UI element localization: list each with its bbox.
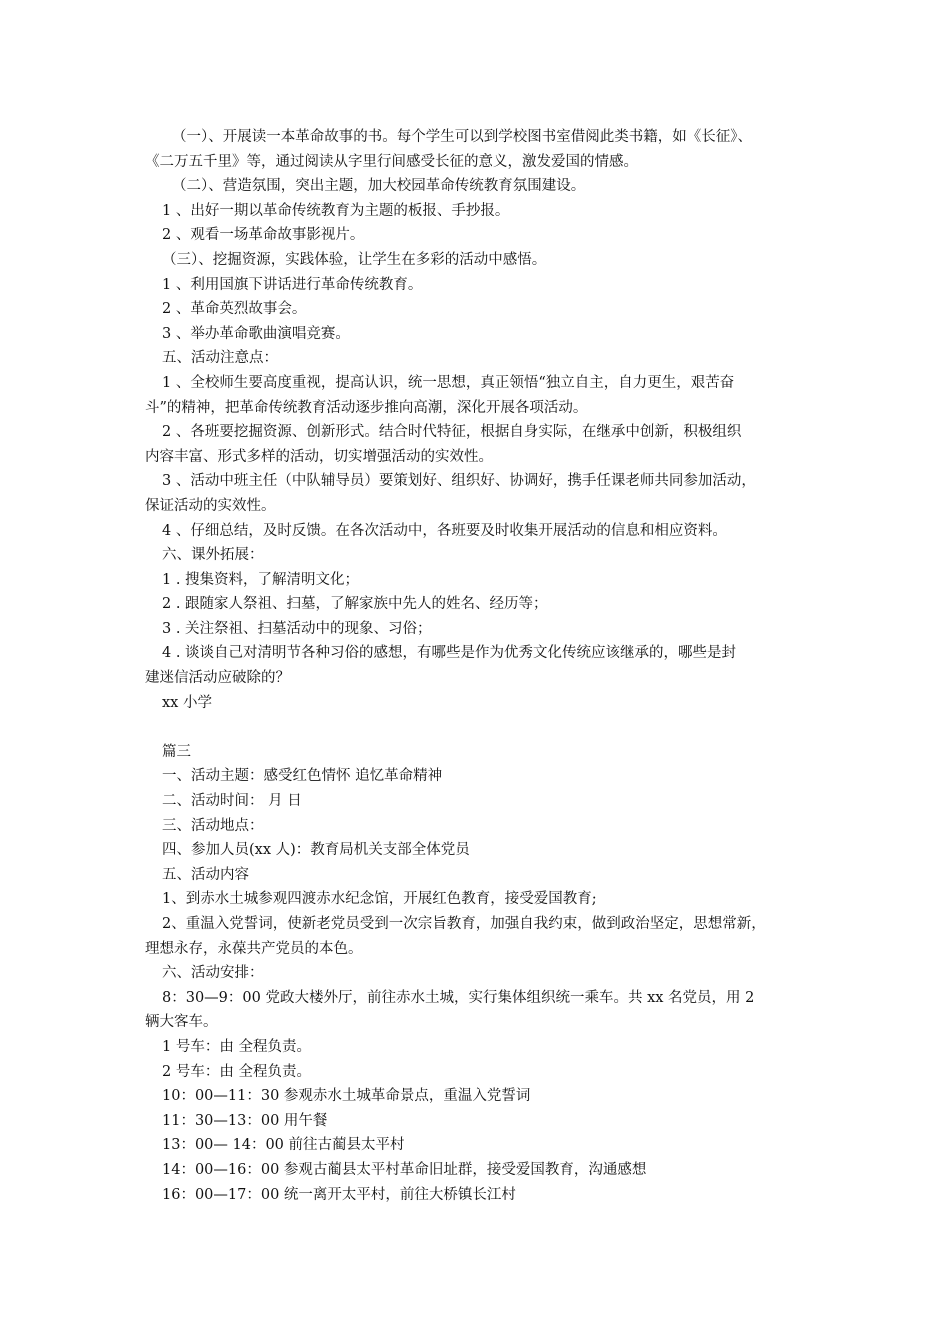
text-line: 内容丰富、形式多样的活动，切实增强活动的实效性。 — [145, 448, 493, 465]
text-line: 4 、仔细总结，及时反馈。在各次活动中，各班要及时收集开展活动的信息和相应资料。 — [162, 522, 727, 539]
text-line: 1 、利用国旗下讲话进行革命传统教育。 — [162, 276, 423, 293]
text-line: 五、活动内容 — [162, 866, 249, 883]
text-line: （一）、开展读一本革命故事的书。每个学生可以到学校图书室借阅此类书籍，如《长征》、 — [172, 129, 752, 145]
text-line: （二）、营造氛围，突出主题，加大校园革命传统教育氛围建设。 — [172, 178, 586, 195]
text-line: 10：00—11：30 参观赤水土城革命景点，重温入党誓词 — [162, 1088, 531, 1105]
text-line: 《二万五千里》等，通过阅读从字里行间感受长征的意义，激发爱国的情感。 — [145, 153, 638, 170]
text-line: xx 小学 — [162, 694, 212, 711]
text-line: 1 、出好一期以革命传统教育为主题的板报、手抄报。 — [162, 202, 510, 219]
text-line: 16：00—17：00 统一离开太平村，前往大桥镇长江村 — [162, 1186, 516, 1203]
blank-line — [145, 715, 825, 740]
text-line: 1 . 搜集资料，了解清明文化； — [162, 571, 360, 588]
text-line: 六、课外拓展： — [162, 547, 264, 564]
text-line: 理想永存，永葆共产党员的本色。 — [145, 940, 363, 957]
text-line: 五、活动注意点： — [162, 350, 278, 367]
text-line: 1 号车：由 全程负责。 — [162, 1038, 311, 1055]
text-line: 1、到赤水土城参观四渡赤水纪念馆，开展红色教育，接受爱国教育; — [162, 891, 597, 908]
text-line: 一、活动主题：感受红色情怀 追忆革命精神 — [162, 768, 443, 785]
text-line: 三、活动地点： — [162, 817, 264, 834]
text-line: 2 、各班要挖掘资源、创新形式。结合时代特征，根据自身实际，在继承中创新，积极组织 — [162, 424, 742, 441]
text-line: 辆大客车。 — [145, 1014, 218, 1031]
text-line: 2 、革命英烈故事会。 — [162, 301, 307, 318]
text-line: 8：30—9：00 党政大楼外厅，前往赤水土城，实行集体组织统一乘车。共 xx 名党员，用 2 — [162, 989, 755, 1006]
text-line: 建迷信活动应破除的？ — [145, 670, 290, 687]
text-line: 2 、观看一场革命故事影视片。 — [162, 227, 365, 244]
text-line: 14：00—16：00 参观古蔺县太平村革命旧址群，接受爱国教育，沟通感想 — [162, 1161, 647, 1178]
text-line: 4 . 谈谈自己对清明节各种习俗的感想，有哪些是作为优秀文化传统应该继承的，哪些是封 — [162, 645, 737, 662]
text-line: 保证活动的实效性。 — [145, 497, 276, 514]
text-line: 3 . 关注祭祖、扫墓活动中的现象、习俗； — [162, 620, 432, 637]
text-line: 1 、全校师生要高度重视，提高认识，统一思想，真正领悟“独立自主，自力更生，艰苦奋 — [162, 374, 735, 391]
text-line: 斗”的精神，把革命传统教育活动逐步推向高潮，深化开展各项活动。 — [145, 399, 588, 416]
text-line: 11：30—13：00 用午餐 — [162, 1112, 328, 1129]
text-line: 2 号车：由 全程负责。 — [162, 1063, 311, 1080]
text-line: 2 . 跟随家人祭祖、扫墓，了解家族中先人的姓名、经历等； — [162, 596, 548, 613]
text-line: 2、重温入党誓词，使新老党员受到一次宗旨教育，加强自我约束，做到政治坚定，思想常新， — [162, 916, 766, 932]
text-line: 篇三 — [162, 743, 191, 760]
text-line: 六、活动安排： — [162, 965, 264, 982]
text-line: 二、活动时间： 月 日 — [162, 793, 302, 810]
text-line: 3 、活动中班主任（中队辅导员）要策划好、组织好、协调好，携手任课老师共同参加活动， — [162, 473, 756, 490]
document-body — [145, 125, 825, 1207]
text-line: （三）、挖掘资源，实践体验，让学生在多彩的活动中感悟。 — [162, 251, 547, 268]
text-line: 3 、举办革命歌曲演唱竞赛。 — [162, 325, 350, 342]
text-line: 四、参加人员(xx 人)：教育局机关支部全体党员 — [162, 842, 470, 859]
text-line: 13：00— 14：00 前往古蔺县太平村 — [162, 1137, 405, 1154]
